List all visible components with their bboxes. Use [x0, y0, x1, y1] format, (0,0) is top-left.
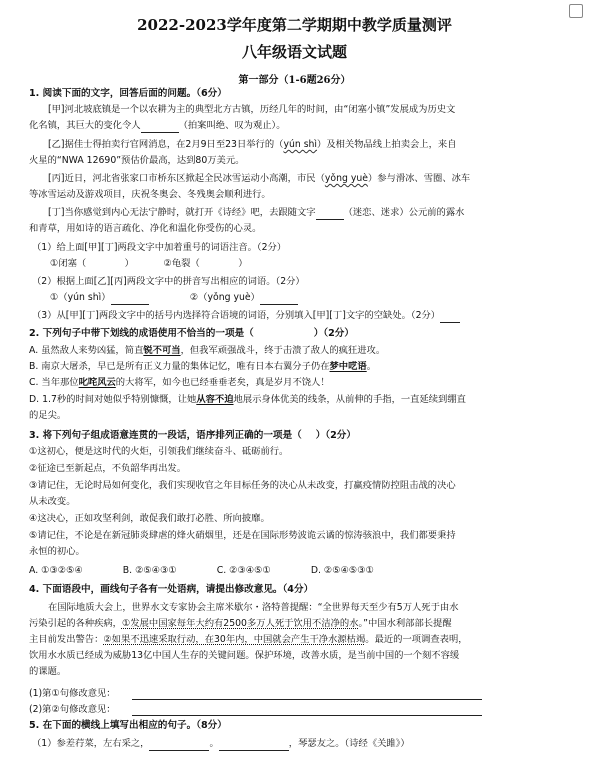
- q4-answer-1-line[interactable]: [132, 699, 482, 700]
- q5-item-1: （1）参差荇菜，左右采之， 。 ，琴瑟友之。（诗经《关雎》）: [32, 738, 410, 749]
- q1-para-d-line2: 和青草，用如诗的语言疏化、净化和温化你受伤的心灵。: [29, 223, 262, 234]
- q1-para-c-line1: [丙]近日，河北省张家口市桥东区掀起全民冰雪运动小高潮，市民（yǒng yuè）参与滑冰、雪圈、冰车: [48, 173, 471, 184]
- q3-sentence-5-line2: 永恒的初心。: [29, 546, 85, 557]
- q3-sentence-5-line1: ⑤请记住，不论是在新冠肺炎肆虐的烽火硝烟里，还是在国际形势波诡云谲的惊涛骇浪中，我们都要秉持: [29, 530, 456, 541]
- section-heading: 第一部分（1-6题26分）: [238, 75, 351, 86]
- q4-para-line4: 饮用水水质已经成为威胁13亿中国人生存的关键问题。保护环境，改善水质，是当前中国的一个刻不容缓: [29, 650, 460, 661]
- q4-para-line5: 的课题。: [29, 666, 67, 677]
- exam-subtitle: 八年级语文试题: [241, 43, 347, 61]
- q5-heading: 5. 在下面的横线上填写出相应的句子。（8分）: [29, 720, 227, 731]
- q2-heading: 2. 下列句子中带下划线的成语使用不恰当的一项是（ ）（2分）: [29, 328, 354, 339]
- q1-para-d-line1: [丁]当你感觉到内心无法宁静时，就打开《诗经》吧，去跟随文字 （迷恋、迷求）公元前的露水: [48, 207, 465, 218]
- exam-title: 2022-2023学年度第二学期期中教学质量测评: [137, 16, 452, 34]
- q1-sub3: （3）从[甲][丁]两段文字中的括号内选择符合语境的词语，分别填入[甲][丁]文字的空缺处。（2分）: [32, 310, 460, 323]
- q4-heading: 4. 下面语段中，画线句子各有一处语病，请提出修改意见。（4分）: [29, 584, 314, 595]
- q3-options[interactable]: A. ①③②⑤④ B. ②⑤④③① C. ②③④⑤① D. ②⑤④⑤③①: [29, 565, 374, 576]
- q1-para-a-line1: [甲]河北坡底镇是一个以农耕为主的典型北方古镇，历经几年的时间，由“闭塞小镇”发展成为历史文: [48, 104, 456, 115]
- q4-answer-2-line[interactable]: [132, 715, 482, 716]
- q3-heading: 3. 将下列句子组成语意连贯的一段话，语序排列正确的一项是（ ）（2分）: [29, 430, 356, 441]
- q1-para-b-line1: [乙]据佳士得拍卖行官网消息，在2月9日至23日举行的（yún shì）及相关物品线上拍卖会上，来自: [48, 139, 457, 150]
- q1-sub2: （2）根据上面[乙][丙]两段文字中的拼音写出相应的词语。（2分）: [32, 276, 305, 287]
- q1-heading: 1. 阅读下面的文字，回答后面的问题。（6分）: [29, 88, 227, 99]
- q3-sentence-2: ②征途已至新起点，不负韶华再出发。: [29, 463, 187, 474]
- q3-sentence-3-line1: ③请记住，无论时局如何变化，我们实现收官之年目标任务的决心从未改变，打赢疫情防控阻击战的决心: [29, 480, 456, 491]
- q3-sentence-1: ①这初心，便是这时代的火炬，引领我们继续奋斗、砥砺前行。: [29, 446, 289, 457]
- q3-sentence-4: ④这决心，正如攻坚利剑，敢促我们敢打必胜、所向披靡。: [29, 513, 270, 524]
- q2-option-d-line1[interactable]: D. 1.7秒的时间对她似乎特别慷慨，让她从容不迫地展示身体优美的线条，从前伸的手指，一直延续到绷直: [29, 394, 466, 405]
- q1-para-c-line2: 等冰雪运动及游戏项目，庆祝冬奥会、冬残奥会顺利进行。: [29, 189, 271, 200]
- q2-option-d-line2: 的足尖。: [29, 410, 67, 421]
- q4-para-line3: 主目前发出警告：②如果不迅速采取行动，在30年内，中国就会产生干净水源枯竭。最近的一项调查表明，: [29, 634, 468, 645]
- q2-option-b[interactable]: B. 南京大屠杀，早已是所有正义力量的集体记忆，唯有日本右翼分子仍在梦中呓语。: [29, 361, 377, 372]
- q3-sentence-3-line2: 从未改变。: [29, 496, 76, 507]
- q2-option-c[interactable]: C. 当年那位叱咤风云的大将军，如今也已经垂垂老矣，真是岁月不饶人！: [29, 377, 330, 388]
- q1-sub1: （1）给上面[甲][丁]两段文字中加着重号的词语注音。（2分）: [32, 242, 287, 253]
- q1-para-b-line2: 火星的“NWA 12690”预估价最高，达到80万美元。: [29, 155, 245, 166]
- q4-para-line1: 在国际地质大会上，世界水文专家协会主席米歇尔・洛特普提醒：“全世界每天至少有5万人死于由水: [48, 602, 459, 613]
- q2-option-a[interactable]: A. 虽然敌人来势凶猛，简直锐不可当，但我军顽强战斗，终于击溃了敌人的疯狂进攻。: [29, 345, 386, 356]
- q4-answer-2-label: (2)第②句修改意见：: [29, 704, 116, 715]
- q1-sub1-blanks: ①闭塞（ ） ②龟裂（ ）: [50, 258, 248, 269]
- q1-para-a-line2: 化名镇，其巨大的变化令人 （拍案叫绝、叹为观止）。: [29, 120, 286, 131]
- q4-para-line2: 污染引起的各种疾病，①发展中国家每年大约有2500多万人死于饮用不洁净的水。”中国水利部部长提醒: [29, 618, 452, 629]
- q4-answer-1-label: (1)第①句修改意见：: [29, 688, 116, 699]
- q1-sub2-blanks: ①（yún shì） ②（yǒng yuè）: [50, 292, 298, 305]
